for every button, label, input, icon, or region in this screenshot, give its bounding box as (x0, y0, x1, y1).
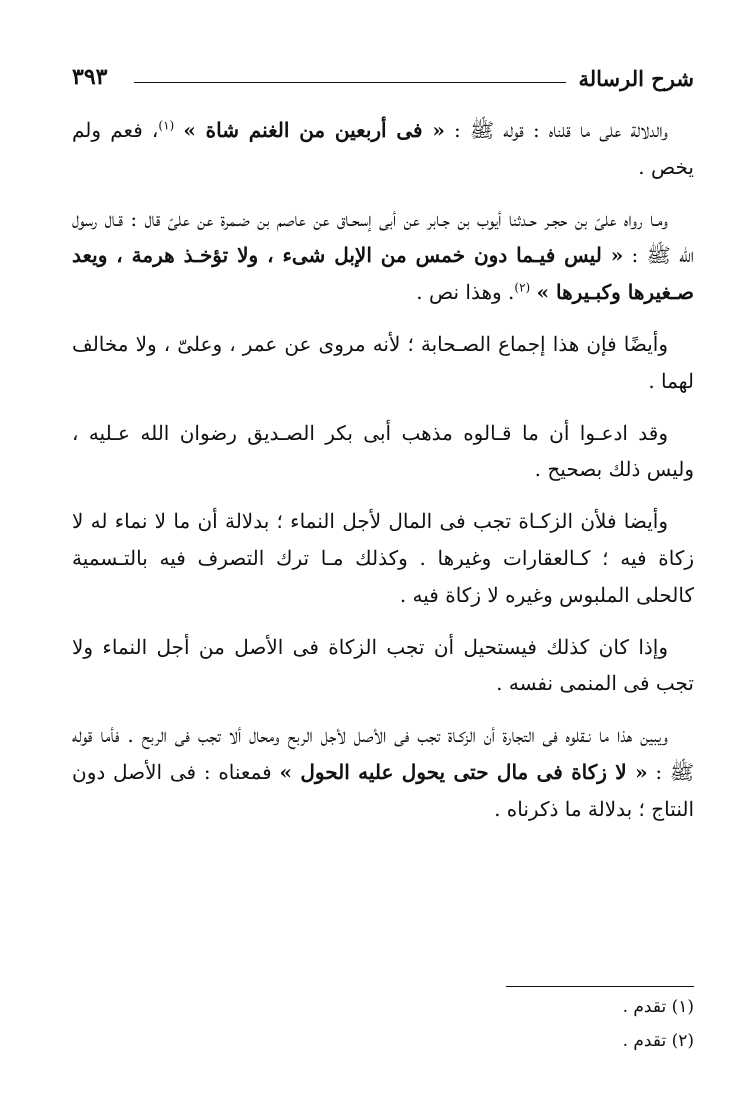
paragraph-1 (72, 112, 694, 185)
paragraph-text: ويبين هذا ما نـقلوه فى التجارة أن الزكـاة تجب فى الأصل لأجل الربح ومحال ألا تجب فى الربح . فأما قوله ﷺ : (72, 723, 694, 784)
paragraph-4 (72, 415, 694, 488)
paragraph-text: وأيضًا فإن هذا إجماع الصـحابة ؛ لأنه مروى عن عمر ، وعلىّ ، ولا مخالف لهما . (72, 331, 694, 393)
hadith-quote: « فى أربعين من الغنم شاة » (183, 118, 445, 142)
paragraph-text: فمعناه : فى الأصل دون النتاج ؛ بدلالة ما ذكرناه . (72, 759, 694, 821)
page-header (72, 60, 694, 100)
body-text (72, 112, 694, 843)
footnotes (394, 990, 694, 1058)
paragraph-text (174, 118, 183, 142)
paragraph-2 (72, 201, 694, 311)
footnote-2: (٢) تقدم . (622, 1031, 694, 1051)
footnote-reference: (١) (158, 118, 175, 133)
running-title: شرح الرسالة (578, 66, 694, 91)
paragraph-text: وأيضا فلأن الزكـاة تجب فى المال لأجل النماء ؛ بدلالة أن ما لا نماء له لا زكاة فيه ؛ كـالعقارات وغيرها . وكذلك مـا ترك التصرف فيه بالتـسمية كالحلى الملبوس وغيره لا زكاة فيه . (72, 509, 694, 607)
paragraph-text: وإذا كان كذلك فيستحيل أن تجب الزكاة فى الأصل من أجل النماء ولا تجب فى المنمى نفسه . (72, 634, 694, 696)
footnote-separator (506, 986, 694, 987)
footnote-reference: (٢) (514, 280, 531, 295)
paragraph-text: . وهذا نص . (416, 279, 515, 304)
paragraph-6 (72, 629, 694, 702)
paragraph-text: والدلالة على ما قلناه : قوله ﷺ : (444, 118, 668, 142)
hadith-quote: « ليس فيـما دون خمس من الإبل شىء ، ولا تؤخـذ هرمة ، ويعد صـغيرها وكبـيرها » (72, 243, 694, 304)
header-rule (134, 82, 566, 83)
page-number: ٣٩٣ (72, 64, 108, 90)
paragraph-3 (72, 326, 694, 399)
paragraph-text: ، فعم ولم يخص . (72, 118, 694, 179)
paragraph-text: وقد ادعـوا أن ما قـالوه مذهب أبى بكر الصـديق رضوان الله عـليه ، وليس ذلك بصحيح . (72, 420, 694, 482)
footnote-1: (١) تقدم . (622, 997, 694, 1017)
hadith-quote: « لا زكاة فى مال حتى يحول عليه الحول » (279, 759, 648, 784)
paragraph-text: ومـا رواه علىّ بن حجـر حـدثنا أيوب بن جـابر عن أبى إسحـاق عن عاصم بن ضـمرة عن علىّ قال : قـال رسول الله ﷺ : (72, 206, 694, 268)
paragraph-7 (72, 717, 694, 827)
paragraph-5 (72, 503, 694, 613)
